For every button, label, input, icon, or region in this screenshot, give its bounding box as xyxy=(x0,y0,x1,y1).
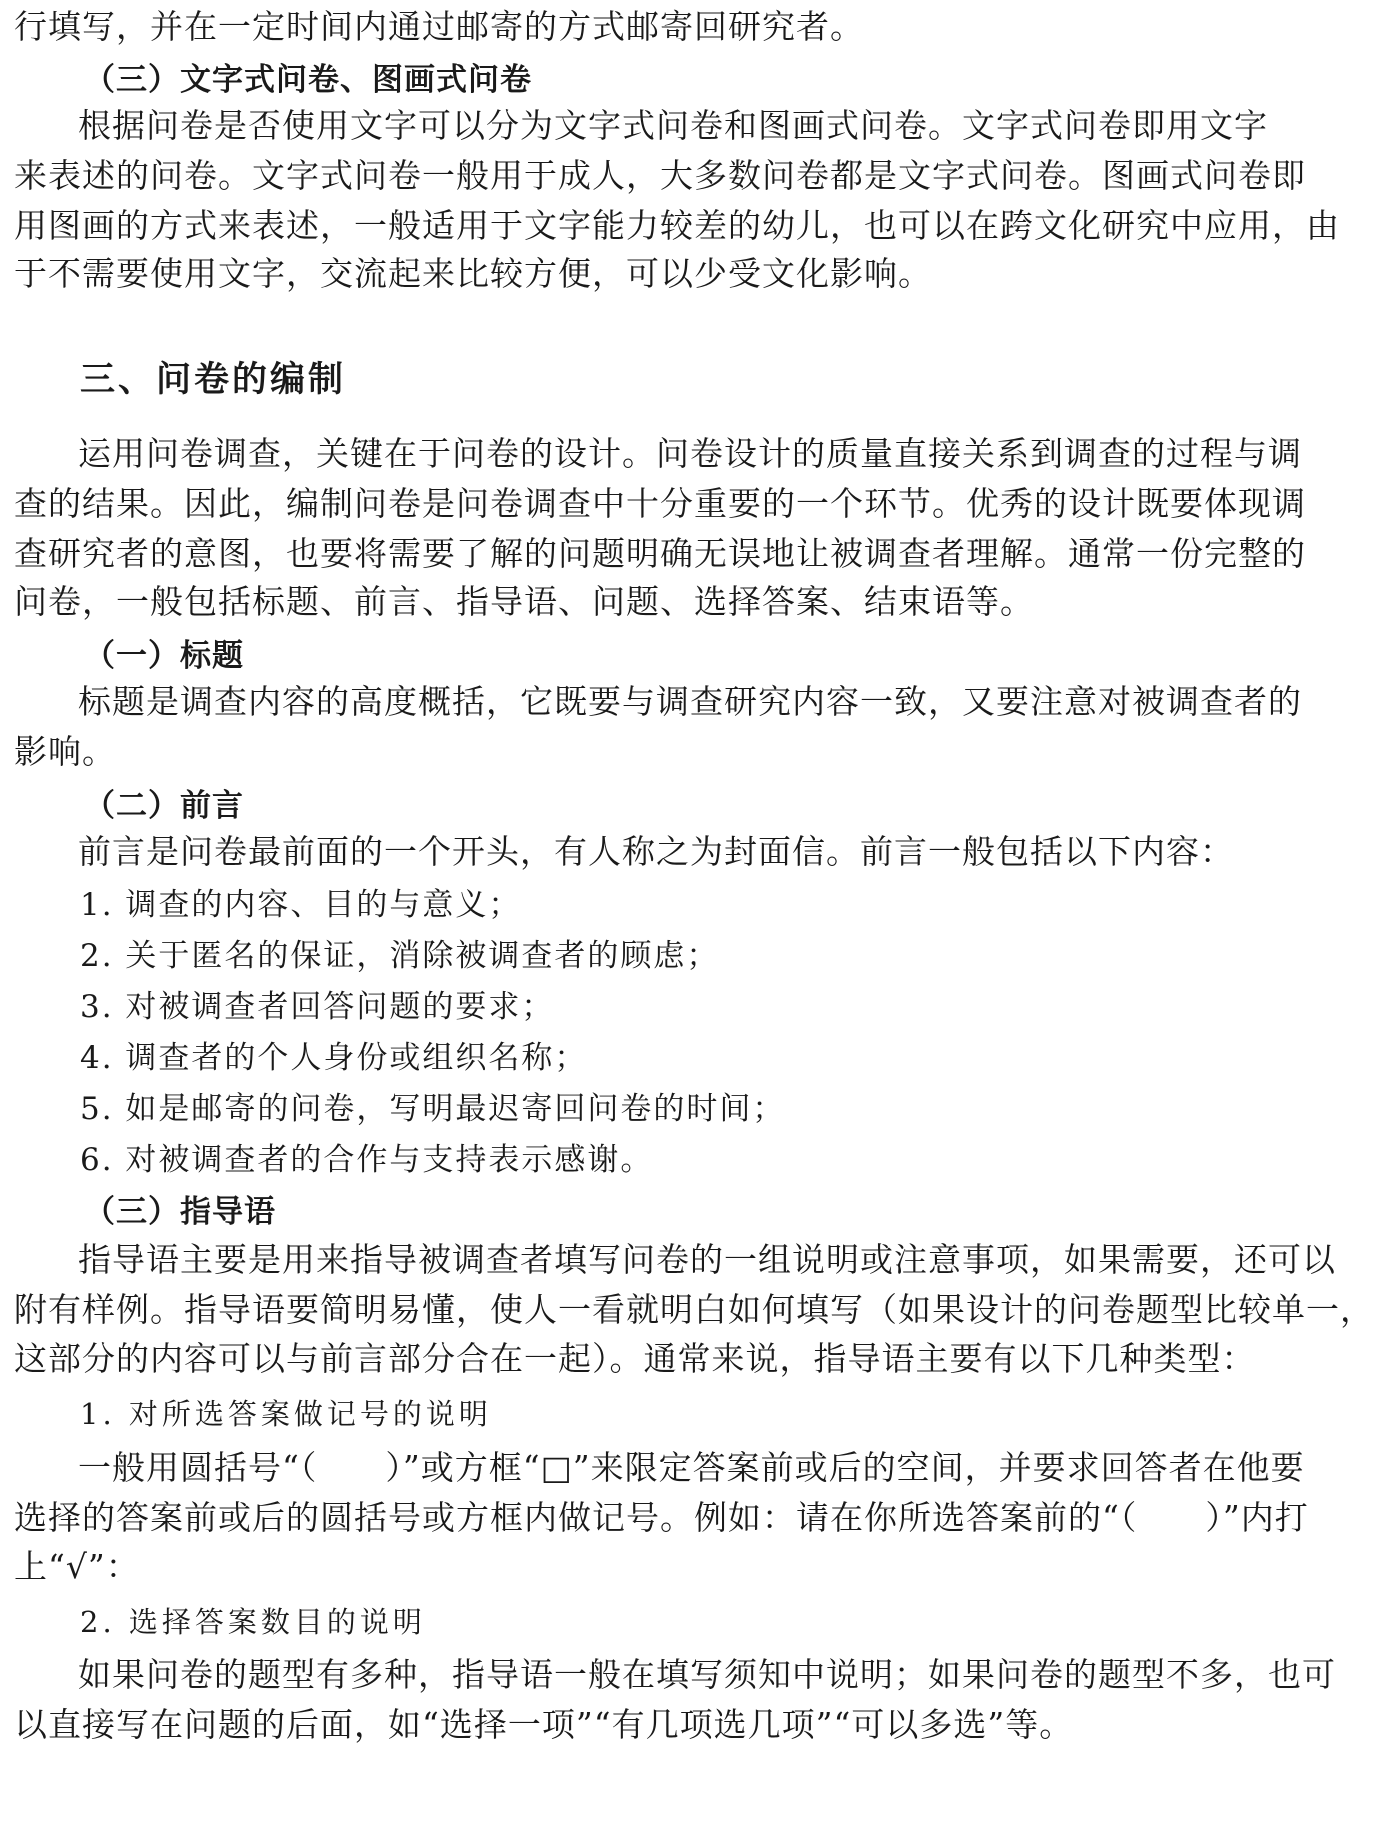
list-item: 5. 如是邮寄的问卷，写明最迟寄回问卷的时间； xyxy=(80,1091,786,1127)
paragraph-line: 问卷，一般包括标题、前言、指导语、问题、选择答案、结束语等。 xyxy=(14,582,1034,621)
paragraph-line: 查的结果。因此，编制问卷是问卷调查中十分重要的一个环节。优秀的设计既要体现调 xyxy=(14,484,1306,523)
paragraph-line: 用图画的方式来表述，一般适用于文字能力较差的幼儿，也可以在跨文化研究中应用，由 xyxy=(14,206,1340,245)
list-item: 2. 选择答案数目的说明 xyxy=(80,1605,426,1639)
paragraph-line: 标题是调查内容的高度概括，它既要与调查研究内容一致，又要注意对被调查者的 xyxy=(78,682,1302,721)
paragraph-line: 选择的答案前或后的圆括号或方框内做记号。例如：请在你所选答案前的“（ ）”内打 xyxy=(14,1498,1309,1537)
paragraph-line: 如果问卷的题型有多种，指导语一般在填写须知中说明；如果问卷的题型不多，也可 xyxy=(78,1655,1336,1694)
paragraph-line: 根据问卷是否使用文字可以分为文字式问卷和图画式问卷。文字式问卷即用文字 xyxy=(78,106,1268,145)
section-heading: 三、问卷的编制 xyxy=(80,360,347,400)
list-item: 3. 对被调查者回答问题的要求； xyxy=(80,989,555,1025)
paragraph-line: 以直接写在问题的后面，如“选择一项”“有几项选几项”“可以多选”等。 xyxy=(14,1705,1074,1744)
paragraph-line: 行填写，并在一定时间内通过邮寄的方式邮寄回研究者。 xyxy=(14,7,864,46)
list-item: 2. 关于匿名的保证，消除被调查者的顾虑； xyxy=(80,938,720,974)
paragraph-line: 指导语主要是用来指导被调查者填写问卷的一组说明或注意事项，如果需要，还可以 xyxy=(78,1240,1336,1279)
list-item: 6. 对被调查者的合作与支持表示感谢。 xyxy=(80,1142,654,1178)
subheading-instructions: （三）指导语 xyxy=(84,1194,276,1230)
subheading-title: （一）标题 xyxy=(84,638,244,674)
paragraph-line: 上“√”： xyxy=(14,1547,140,1586)
paragraph-line: 查研究者的意图，也要将需要了解的问题明确无误地让被调查者理解。通常一份完整的 xyxy=(14,534,1306,573)
paragraph-line: 附有样例。指导语要简明易懂，使人一看就明白如何填写（如果设计的问卷题型比较单一， xyxy=(14,1290,1374,1329)
list-item: 1. 对所选答案做记号的说明 xyxy=(80,1397,492,1431)
list-item: 1. 调查的内容、目的与意义； xyxy=(80,887,522,923)
paragraph-line: 一般用圆括号“（ ）”或方框“□”来限定答案前或后的空间，并要求回答者在他要 xyxy=(78,1448,1305,1487)
subheading-preface: （二）前言 xyxy=(84,788,244,824)
paragraph-line: 来表述的问卷。文字式问卷一般用于成人，大多数问卷都是文字式问卷。图画式问卷即 xyxy=(14,156,1306,195)
paragraph-line: 于不需要使用文字，交流起来比较方便，可以少受文化影响。 xyxy=(14,254,932,293)
paragraph-line: 前言是问卷最前面的一个开头，有人称之为封面信。前言一般包括以下内容： xyxy=(78,832,1234,871)
paragraph-line: 这部分的内容可以与前言部分合在一起）。通常来说，指导语主要有以下几种类型： xyxy=(14,1339,1256,1378)
paragraph-line: 运用问卷调查，关键在于问卷的设计。问卷设计的质量直接关系到调查的过程与调 xyxy=(78,434,1302,473)
paragraph-line: 影响。 xyxy=(14,732,116,771)
subheading-text-picture-questionnaire: （三）文字式问卷、图画式问卷 xyxy=(84,62,532,98)
list-item: 4. 调查者的个人身份或组织名称； xyxy=(80,1040,588,1076)
